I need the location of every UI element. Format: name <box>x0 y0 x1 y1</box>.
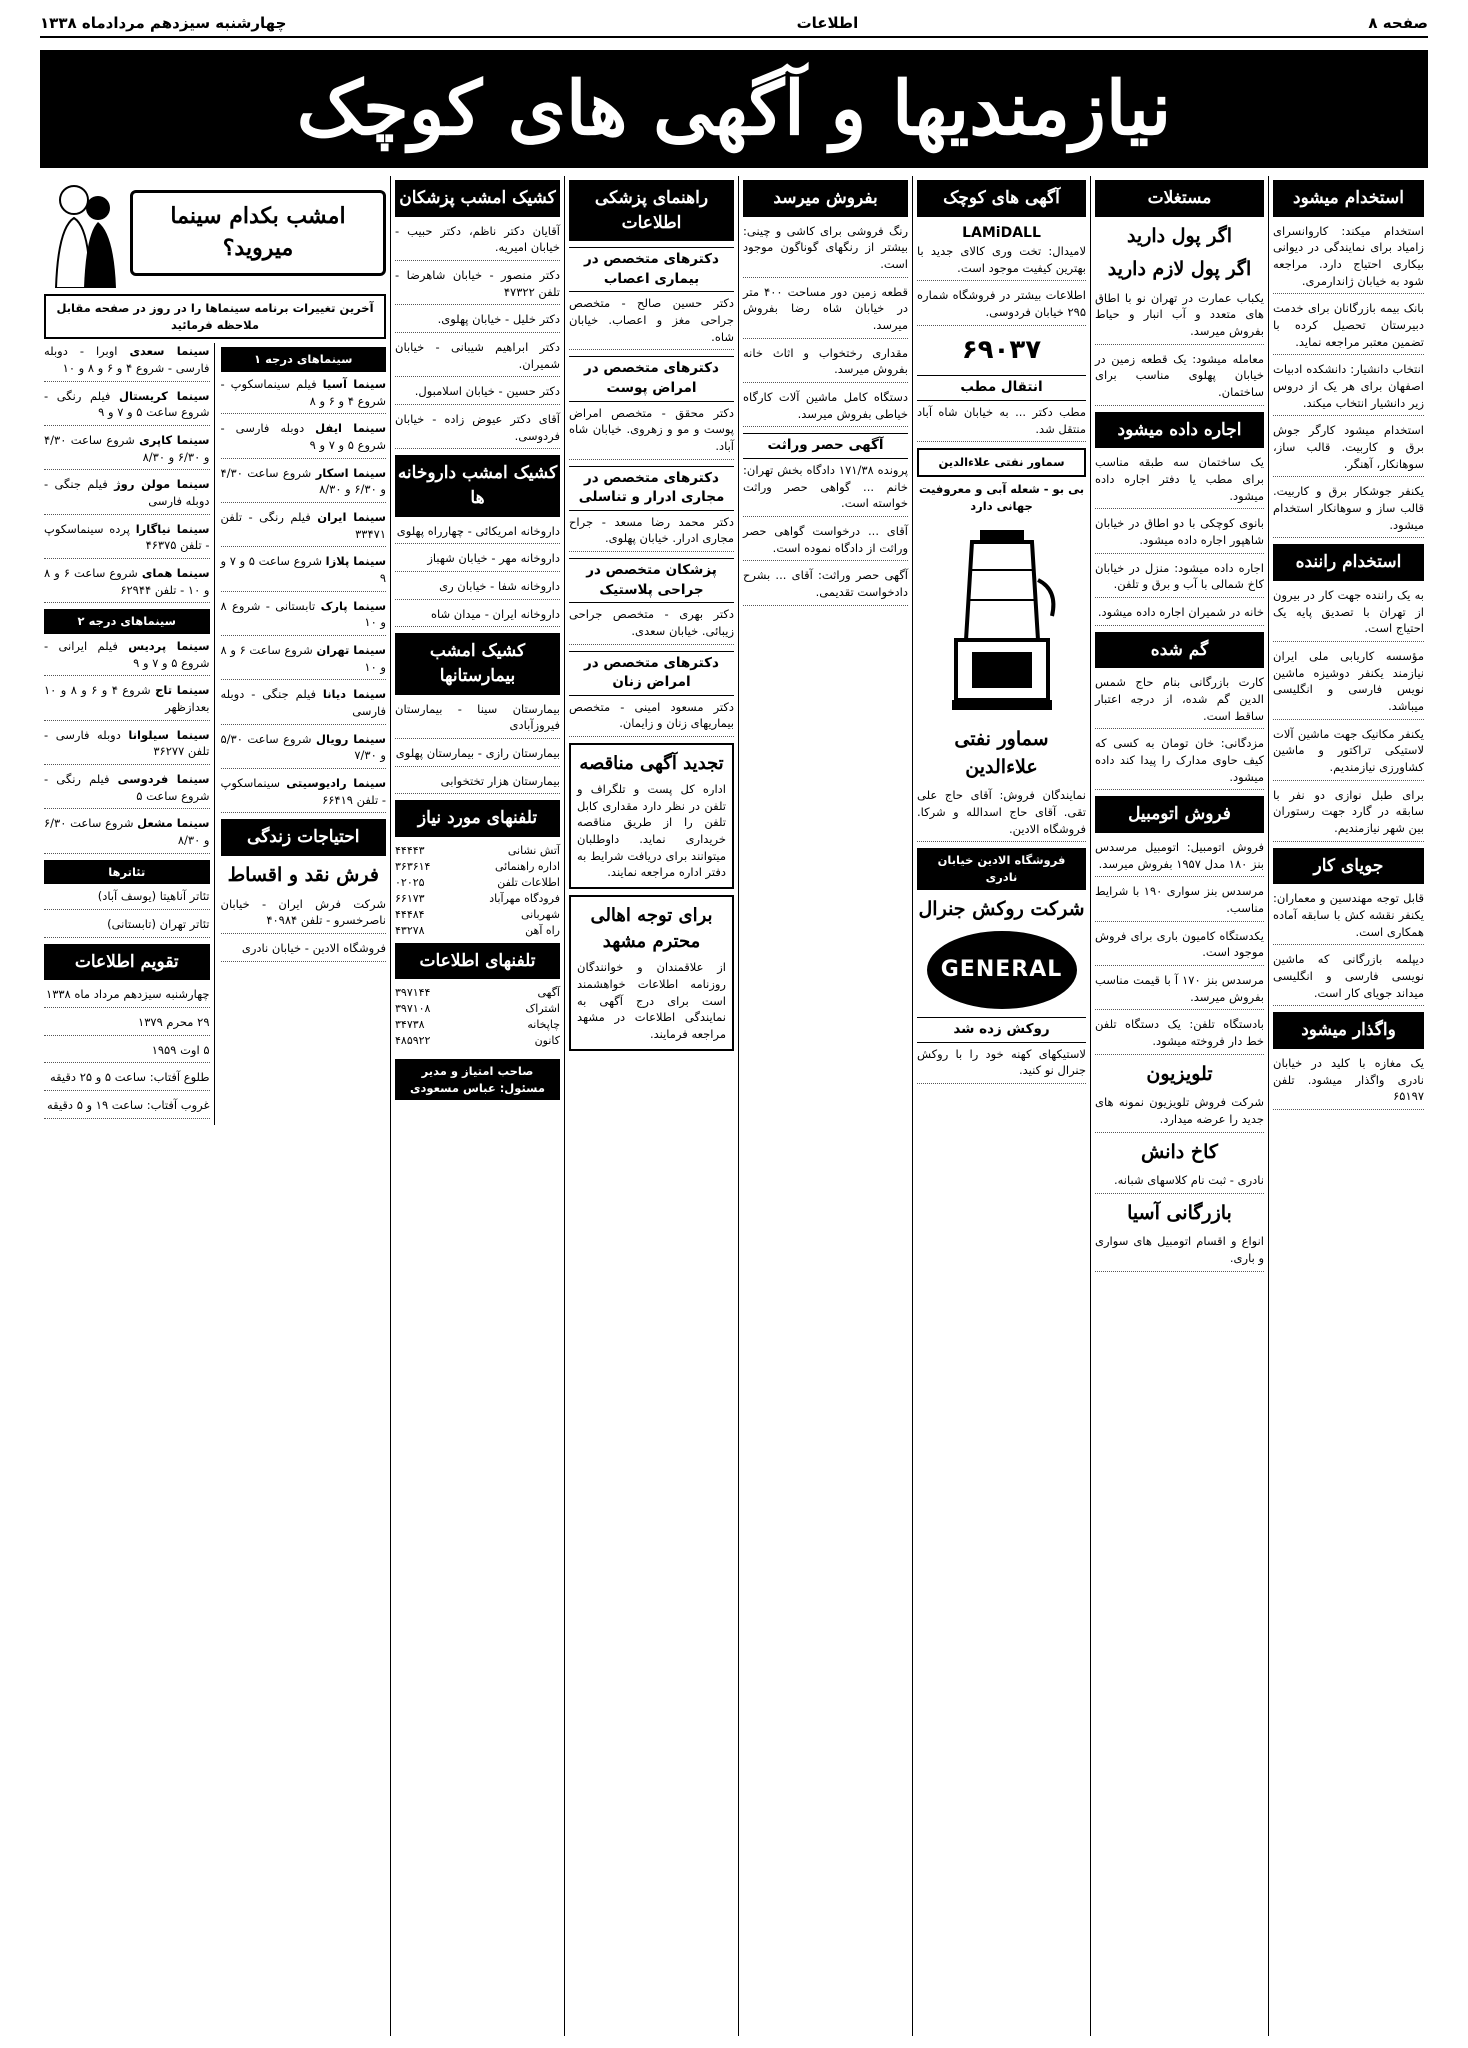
column-property <box>1090 176 1268 2036</box>
theaters-header: تئاترها <box>44 860 210 885</box>
classified-ad: دستگاه کامل ماشین آلات کارگاه خیاطی بفروش میرسد. <box>743 389 908 427</box>
cinema-name: سینما رویال <box>316 731 386 746</box>
theater-entry: تئاتر تهران (تابستانی) <box>44 916 210 938</box>
cinema-entry <box>221 376 387 414</box>
auto-sale-header: فروش اتومبیل <box>1095 796 1264 833</box>
cinema-entry <box>44 476 210 514</box>
classified-ad: آقای ... درخواست گواهی حصر وراثت از دادگاه نموده است. <box>743 523 908 561</box>
cinema-entry <box>44 565 210 603</box>
lamidall-brand: LAMiDALL <box>962 224 1041 241</box>
cinema-entry <box>44 432 210 470</box>
phone-number: ۰۲۰۲۵ <box>395 875 425 889</box>
cinema-info: شروع ساعت ۵ و ۷ و ۹ <box>220 554 386 586</box>
classified-ad: دکتر منصور - خیابان شاهرضا - تلفن ۴۷۳۲۲ <box>395 267 560 305</box>
phone-number-big: ۶۹۰۳۷ <box>961 334 1042 365</box>
classified-ad: نادری - ثبت نام کلاسهای شبانه. <box>1095 1172 1264 1194</box>
banner-title: نیازمندیها و آگهی های کوچک <box>296 66 1172 152</box>
cinema-info: فیلم رنگی - تلفن ۳۳۴۷۱ <box>220 510 386 541</box>
cinema-name: سینما نیاگارا <box>135 521 210 536</box>
classified-ad: فروش اتومبیل: اتومبیل مرسدس بنز ۱۸۰ مدل ۱۹۵۷ بفروش میرسد. <box>1095 839 1264 877</box>
classified-ad: شرکت فروش تلویزیون نمونه های جدید را عرضه میدارد. <box>1095 1094 1264 1132</box>
job-seeker-header: جویای کار <box>1273 848 1424 885</box>
calendar-line: ۵ اوت ۱۹۵۹ <box>44 1042 210 1064</box>
phone-number: ۴۸۵۹۲۲ <box>395 1034 431 1048</box>
cinema-name: سینما پردیس <box>128 639 210 654</box>
phone-number: ۳۹۷۱۰۸ <box>395 1002 431 1016</box>
cinema-info: شروع ساعت ۶ و ۸ و ۱۰ - تلفن ۶۲۹۴۴ <box>44 566 210 597</box>
cinema-info: شروع ساعت ۶ و ۸ و ۱۰ <box>220 643 386 674</box>
hospital-header: کشیک امشب بیمارستانها <box>395 633 560 694</box>
classified-ad: شرکت فرش ایران - خیابان ناصرخسرو - تلفن ۴۰۹۸۴ <box>221 896 387 934</box>
column-cinema <box>40 176 390 2036</box>
cinema-name: سینما کاپری <box>139 433 210 448</box>
classified-ad: بیمارستان هزار تختخوابی <box>395 773 560 795</box>
phone-number: ۳۹۷۱۴۴ <box>395 986 431 1000</box>
paper-phones-header: تلفنهای اطلاعات <box>395 943 560 980</box>
classifieds-banner <box>40 50 1428 168</box>
phone-label: آتش نشانی <box>507 843 560 857</box>
date-line: چهارشنبه سیزدهم مردادماه ۱۳۳۸ <box>40 14 287 32</box>
cinema-info: دوبله فارسی - تلفن ۳۶۲۷۷ <box>44 727 210 759</box>
cinema-entry <box>221 598 387 636</box>
cinema-entry <box>44 343 210 381</box>
useful-phones-header: تلفنهای مورد نیاز <box>395 800 560 837</box>
cinema-name: سینما اسکار <box>315 465 386 480</box>
lamp-store: فروشگاه الادین خیابان نادری <box>917 848 1086 889</box>
phone-number: ۴۴۴۴۳ <box>395 843 425 857</box>
cinema-name: سینما پلازا <box>325 554 386 569</box>
cinema-info: فیلم رنگی - شروع ساعت ۵ <box>44 772 210 803</box>
medical-section-title: دکترهای متخصص در مجاری ادرار و تناسلی <box>569 466 734 511</box>
classified-ad: مؤسسه کاریابی ملی ایران نیازمند یکنفر دوشیزه ماشین نویس فارسی و انگلیسی میباشد. <box>1273 648 1424 720</box>
calendar-line: غروب آفتاب: ساعت ۱۹ و ۵ دقیقه <box>44 1097 210 1119</box>
classified-ad: دیپلمه بازرگانی که ماشین نویسی فارسی و انگلیسی میداند جویای کار است. <box>1273 951 1424 1006</box>
phone-row <box>395 843 560 859</box>
cinema-info: فیلم سینماسکوپ - شروع ۴ و ۶ و ۸ <box>220 377 386 408</box>
life-needs-header: احتیاجات زندگی <box>221 819 387 856</box>
rent-header: اجاره داده میشود <box>1095 412 1264 449</box>
phone-label: کانون <box>534 1034 560 1048</box>
cinema-entry <box>44 388 210 426</box>
classified-ad: یکباب عمارت در تهران نو با اطاق های متعدد و آب انبار و حیاط بفروش میرسد. <box>1095 290 1264 345</box>
cinema-info: شروع ساعت ۴/۳۰ و ۶/۳۰ و ۸/۳۰ <box>220 465 386 497</box>
phone-row <box>395 875 560 891</box>
classified-ad: لاستیکهای کهنه خود را با روکش جنرال نو کنید. <box>917 1046 1086 1084</box>
theater-entry: تئاتر آناهیتا (یوسف آباد) <box>44 888 210 910</box>
classified-ad: دکتر ابراهیم شیبانی - خیابان شمیران. <box>395 339 560 377</box>
cinema-info: شروع ساعت ۴/۳۰ و ۶/۳۰ و ۸/۳۰ <box>44 433 210 464</box>
cinema-entry <box>221 465 387 503</box>
phone-row <box>395 1017 560 1033</box>
cinema-info: فیلم رنگی - شروع ساعت ۵ و ۷ و ۹ <box>44 388 210 420</box>
cinema-info: فیلم ایرانی - شروع ۵ و ۷ و ۹ <box>44 639 210 670</box>
classified-ad: به یک راننده جهت کار در بیرون از تهران با تصدیق پایه یک احتیاج است. <box>1273 587 1424 642</box>
phone-label: آگهی <box>537 986 560 1000</box>
samovar-lamp-icon <box>942 520 1062 720</box>
general-caption: روکش زده شد <box>917 1017 1086 1043</box>
mashhad-body: از علاقمندان و خوانندگان روزنامه اطلاعات خواهشمند است برای درج آگهی به نمایندگی اطلاعات در مشهد مراجعه فرمایند. <box>577 960 726 1041</box>
lost-header: گم شده <box>1095 632 1264 669</box>
classified-ad: داروخانه مهر - خیابان شهباز <box>395 550 560 572</box>
phone-label: شهربانی <box>521 907 560 921</box>
publisher-footer: صاحب امتیاز و مدیر مسئول: عباس مسعودی <box>395 1059 560 1100</box>
classified-ad: مطب دکتر ... به خیابان شاه آباد منتقل شد. <box>917 404 1086 442</box>
first-class-cinemas-header: سینماهای درجه ۱ <box>221 347 387 372</box>
cinema-question: امشب بکدام سینما میروید؟ <box>130 190 386 276</box>
cinema-info: شروع ساعت ۶/۳۰ و ۸/۳۰ <box>44 816 210 848</box>
cinema-info: شروع ۴ و ۶ و ۸ و ۱۰ بعدازظهر <box>44 683 210 715</box>
cinema-info: تابستانی - شروع ۸ و ۱۰ <box>220 598 386 630</box>
phone-row <box>395 859 560 875</box>
small-ads-header: آگهی های کوچک <box>917 180 1086 217</box>
column-on-duty <box>390 176 564 2036</box>
phone-number: ۳۶۳۶۱۴ <box>395 859 431 873</box>
phone-number: ۳۴۷۳۸ <box>395 1018 425 1032</box>
classified-ad: مرسدس بنز سواری ۱۹۰ با شرایط مناسب. <box>1095 883 1264 921</box>
classified-ad: یکدستگاه کامیون باری برای فروش موجود است. <box>1095 928 1264 966</box>
classified-ad: مرسدس بنز ۱۷۰ آ با قیمت مناسب بفروش میرسد. <box>1095 972 1264 1010</box>
phone-row <box>395 1033 560 1049</box>
cinema-info: فیلم جنگی - دوبله فارسی <box>44 477 210 509</box>
classified-ad: انواع و اقسام اتومبیل های سواری و باری. <box>1095 1233 1264 1271</box>
cinema-name: سینما دیانا <box>322 687 386 702</box>
classified-ad: خانه در شمیران اجاره داده میشود. <box>1095 604 1264 626</box>
classified-ad: قابل توجه مهندسین و معماران: یکنفر نقشه کش با سابقه آماده همکاری است. <box>1273 890 1424 945</box>
cinema-entry <box>44 815 210 853</box>
cinema-entry <box>221 686 387 724</box>
masthead <box>40 10 1428 38</box>
cinema-name: سینما آسیا <box>322 377 387 392</box>
cinema-entry <box>221 420 387 458</box>
lamp-ad-caption: بی بو - شعله آبی و معروفیت جهانی دارد <box>918 481 1085 513</box>
cinema-info: شروع ساعت ۵/۳۰ و ۷/۳۰ <box>220 731 386 763</box>
classified-ad: اطلاعات بیشتر در فروشگاه شماره ۲۹۵ خیابان فردوسی. <box>917 287 1086 325</box>
classified-ad: یکنفر جوشکار برق و کاربیت. قالب ساز و سوهانکار استخدام میشود. <box>1273 483 1424 538</box>
general-logo: GENERAL <box>927 931 1077 1009</box>
headline-need-money: اگر پول لازم دارید <box>1107 258 1252 281</box>
cinema-entry <box>44 727 210 765</box>
cinema-name: سینما سیلوانا <box>128 727 210 742</box>
phone-label: راه آهن <box>525 923 560 937</box>
school-headline: کاخ دانش <box>1141 1140 1218 1163</box>
calendar-line: طلوع آفتاب: ساعت ۵ و ۲۵ دقیقه <box>44 1069 210 1091</box>
classified-ad: داروخانه شفا - خیابان ری <box>395 578 560 600</box>
page-label: صفحه ۸ <box>1368 14 1428 32</box>
classifieds-page <box>40 176 1428 2036</box>
phone-label: چاپخانه <box>527 1018 560 1032</box>
cinema-name: سینما همای <box>141 566 210 581</box>
classified-ad: معامله میشود: یک قطعه زمین در خیابان پهلوی مناسب برای ساختمان. <box>1095 351 1264 406</box>
phone-row <box>395 985 560 1001</box>
column-medical <box>564 176 738 2036</box>
medical-section-title: دکترهای متخصص در بیماری اعصاب <box>569 247 734 292</box>
shop-headline: بازرگانی آسیا <box>1127 1201 1232 1224</box>
property-header: مستغلات <box>1095 180 1264 217</box>
classified-ad: داروخانه امریکائی - چهارراه پهلوی <box>395 523 560 545</box>
classified-ad: بادستگاه تلفن: یک دستگاه تلفن خط دار فروخته میشود. <box>1095 1016 1264 1054</box>
classified-ad: کارت بازرگانی بنام حاج شمس الدین گم شده، از درجه اعتبار ساقط است. <box>1095 674 1264 729</box>
classified-ad: بیمارستان سینا - بیمارستان فیروزآبادی <box>395 701 560 739</box>
classified-ad: بیمارستان رازی - بیمارستان پهلوی <box>395 745 560 767</box>
transfer-header: واگذار میشود <box>1273 1012 1424 1049</box>
medical-section-body: دکتر بهری - متخصص جراحی زیبائی. خیابان سعدی. <box>569 606 734 644</box>
tender-notice <box>569 743 734 889</box>
employment-header: استخدام میشود <box>1273 180 1424 217</box>
column-for-sale <box>738 176 912 2036</box>
classified-ad: اجاره داده میشود: منزل در خیابان کاخ شمالی با آب و برق و تلفن. <box>1095 560 1264 598</box>
lamp-brand: سماور نفتی علاءالدین <box>954 728 1049 778</box>
phone-row <box>395 907 560 923</box>
cinema-name: سینما سعدی <box>129 344 210 359</box>
classified-ad: یک مغازه با کلید در خیابان نادری واگذار میشود. تلفن ۶۵۱۹۷ <box>1273 1055 1424 1110</box>
cinema-name: سینما تاج <box>155 683 210 698</box>
classified-ad: فروشگاه الادین - خیابان نادری <box>221 940 387 962</box>
phone-label: فرودگاه مهرآباد <box>489 891 560 905</box>
cinema-name: سینما مشعل <box>137 816 210 831</box>
cinema-info: پرده سینماسکوپ - تلفن ۴۶۳۷۵ <box>44 521 210 553</box>
second-class-cinemas-header: سینماهای درجه ۲ <box>44 609 210 634</box>
classified-ad: لامیدال: تخت وری کالای جدید با بهترین کیفیت موجود است. <box>917 243 1086 281</box>
cinema-info: دوبله فارسی - شروع ۵ و ۷ و ۹ <box>220 421 386 453</box>
tender-title: تجدید آگهی مناقصه <box>579 752 724 774</box>
driver-header: استخدام راننده <box>1273 544 1424 581</box>
tender-body: اداره کل پست و تلگراف و تلفن در نظر دارد مقداری کابل تلفن را از طریق مناقصه خریداری نماید. داوطلبان میتوانند برای دریافت شرایط به دفتر اداره مراجعه نمایند. <box>577 782 726 880</box>
for-sale-header: بفروش میرسد <box>743 180 908 217</box>
medical-section-title: پزشکان متخصص در جراحی پلاستیک <box>569 558 734 603</box>
phone-number: ۶۶۱۷۳ <box>395 891 425 905</box>
cinema-entry <box>44 638 210 676</box>
classified-ad: پرونده ۱۷۱/۳۸ دادگاه بخش تهران: خانم ... گواهی حصر وراثت خواسته است. <box>743 462 908 517</box>
classified-ad: بانک بیمه بازرگانان برای خدمت دبیرستان تحصیل کرده با تضمین معتبر مراجعه نماید. <box>1273 300 1424 355</box>
cinema-list-a <box>44 343 215 1124</box>
phone-label: اطلاعات تلفن <box>497 875 560 889</box>
classified-ad: انتخاب دانشیار: دانشکده ادبیات اصفهان برای هر یک از دروس زیر دانشیار انتخاب میکند. <box>1273 361 1424 416</box>
classified-ad: بانوی کوچکی با دو اطاق در خیابان شاهپور اجاره داده میشود. <box>1095 515 1264 553</box>
cinema-name: سینما کریستال <box>119 388 210 403</box>
paper-name: اطلاعات <box>796 14 859 32</box>
calendar-line: چهارشنبه سیزدهم مرداد ماه ۱۳۳۸ <box>44 986 210 1008</box>
tv-headline: تلویزیون <box>1146 1062 1213 1085</box>
phone-row <box>395 923 560 939</box>
classified-ad: دکتر خلیل - خیابان پهلوی. <box>395 311 560 333</box>
cinema-entry <box>221 775 387 813</box>
cinema-entry <box>221 642 387 680</box>
pharmacy-header: کشیک امشب داروخانه ها <box>395 455 560 516</box>
medical-section-body: دکتر مسعود امینی - متخصص بیماریهای زنان و زایمان. <box>569 699 734 737</box>
classified-ad: یک ساختمان سه طبقه مناسب برای مطب یا دفتر اجاره داده میشود. <box>1095 454 1264 509</box>
medical-section-body: دکتر محقق - متخصص امراض پوست و مو و زهروی. خیابان شاه آباد. <box>569 405 734 460</box>
cinema-entry <box>44 682 210 720</box>
classified-ad: نمایندگان فروش: آقای حاج علی تقی. آقای حاج اسدالله و شرکا. فروشگاه الادین. <box>917 787 1086 842</box>
classified-ad: قطعه زمین دور مساحت ۴۰۰ متر در خیابان شاه رضا بفروش میرسد. <box>743 284 908 339</box>
general-title: شرکت روکش جنرال <box>918 897 1085 920</box>
cinema-entry <box>221 731 387 769</box>
cinema-entry <box>221 509 387 547</box>
medical-section-title: دکترهای متخصص در امراض زنان <box>569 651 734 696</box>
column-employment <box>1268 176 1428 2036</box>
classified-ad: برای طبل نوازی دو نفر با سابقه در گارد جهت رستوران بین شهر نیازمندیم. <box>1273 787 1424 842</box>
classified-ad: آگهی حصر وراثت: آقای ... بشرح دادخواست تقدیمی. <box>743 567 908 605</box>
classified-ad: یکنفر مکانیک جهت ماشین آلات لاستیکی تراکتور و ماشین کشاورزی نیازمندیم. <box>1273 726 1424 781</box>
moving-header: انتقال مطب <box>917 375 1086 401</box>
lamp-ad-title: سماور نفتی علاءالدین <box>917 448 1086 477</box>
phone-number: ۴۳۲۷۸ <box>395 923 425 937</box>
mashhad-notice <box>569 895 734 1051</box>
classified-ad: مزدگانی: خان تومان به کسی که کیف حاوی مدارک را پیدا کند داده میشود. <box>1095 735 1264 790</box>
phone-row <box>395 891 560 907</box>
classified-ad: داروخانه ایران - میدان شاه <box>395 606 560 628</box>
carpet-headline: فرش نقد و اقساط <box>227 864 379 887</box>
phone-number: ۴۴۴۸۴ <box>395 907 425 921</box>
mashhad-title: برای توجه اهالی محترم مشهد <box>590 905 713 953</box>
cinema-name: سینما مولن روژ <box>114 477 210 492</box>
classified-ad: آقایان دکتر ناظم، دکتر حبیب - خیابان امیریه. <box>395 223 560 261</box>
cinema-update-notice: آخرین تغییرات برنامه سینماها را در روز در صفحه مقابل ملاحظه فرمائید <box>44 294 386 339</box>
cinema-name: سینما پارک <box>320 598 387 613</box>
medical-section-title: دکترهای متخصص در امراض پوست <box>569 356 734 401</box>
classified-ad: آقای دکتر عیوض زاده - خیابان فردوسی. <box>395 411 560 449</box>
couple-illustration-icon <box>44 178 124 288</box>
classified-ad: دکتر حسین - خیابان اسلامبول. <box>395 383 560 405</box>
classified-ad: استخدام میشود کارگر جوش برق و کاربیت. قالب ساز، سوهانکار، آهنگر. <box>1273 422 1424 477</box>
cinema-info: سینماسکوپ - تلفن ۶۶۴۱۹ <box>220 776 386 807</box>
cinema-name: سینما رادیوسیتی <box>286 776 386 791</box>
cinema-name: سینما ایفل <box>315 421 387 436</box>
cinema-list-b <box>221 343 387 1124</box>
phone-label: اشتراک <box>525 1002 560 1016</box>
doctors-on-duty-header: کشیک امشب پزشکان <box>395 180 560 217</box>
cinema-info: اوبرا - دوبله فارسی - شروع ۴ و ۶ و ۸ و ۱۰ <box>44 344 210 376</box>
calendar-line: ۲۹ محرم ۱۳۷۹ <box>44 1014 210 1036</box>
cinema-entry <box>44 771 210 809</box>
calendar-header: تقویم اطلاعات <box>44 944 210 981</box>
cinema-name: سینما تهران <box>316 643 386 658</box>
medical-section-body: دکتر حسین صالح - متخصص جراحی مغز و اعصاب. خیابان شاه. <box>569 295 734 350</box>
classified-ad: رنگ فروشی برای کاشی و چینی: بیشتر از رنگهای گوناگون موجود است. <box>743 223 908 278</box>
medical-section-body: دکتر محمد رضا مسعد - جراح مجاری ادرار. خیابان پهلوی. <box>569 514 734 552</box>
phone-row <box>395 1001 560 1017</box>
headline-have-money: اگر پول دارید <box>1126 224 1233 247</box>
cinema-info: فیلم جنگی - دوبله فارسی <box>220 687 386 719</box>
cinema-name: سینما ایران <box>317 510 386 525</box>
column-small-ads <box>912 176 1090 2036</box>
cinema-name: سینما فردوسی <box>117 772 210 787</box>
phone-label: اداره راهنمائی <box>494 859 560 873</box>
classified-ad: مقداری رختخواب و اثاث خانه بفروش میرسد. <box>743 345 908 383</box>
cinema-entry <box>221 553 387 591</box>
cinema-entry <box>44 521 210 559</box>
medical-header: راهنمای پزشکی اطلاعات <box>569 180 734 241</box>
classified-ad: استخدام میکند: کاروانسرای زامیاد برای نمایندگی در دیوانی بیکاری احتیاج دارد. مراجعه شود به خیابان ژاندارمری. <box>1273 223 1424 295</box>
civil-notice-header: آگهی حصر وراثت <box>743 433 908 459</box>
